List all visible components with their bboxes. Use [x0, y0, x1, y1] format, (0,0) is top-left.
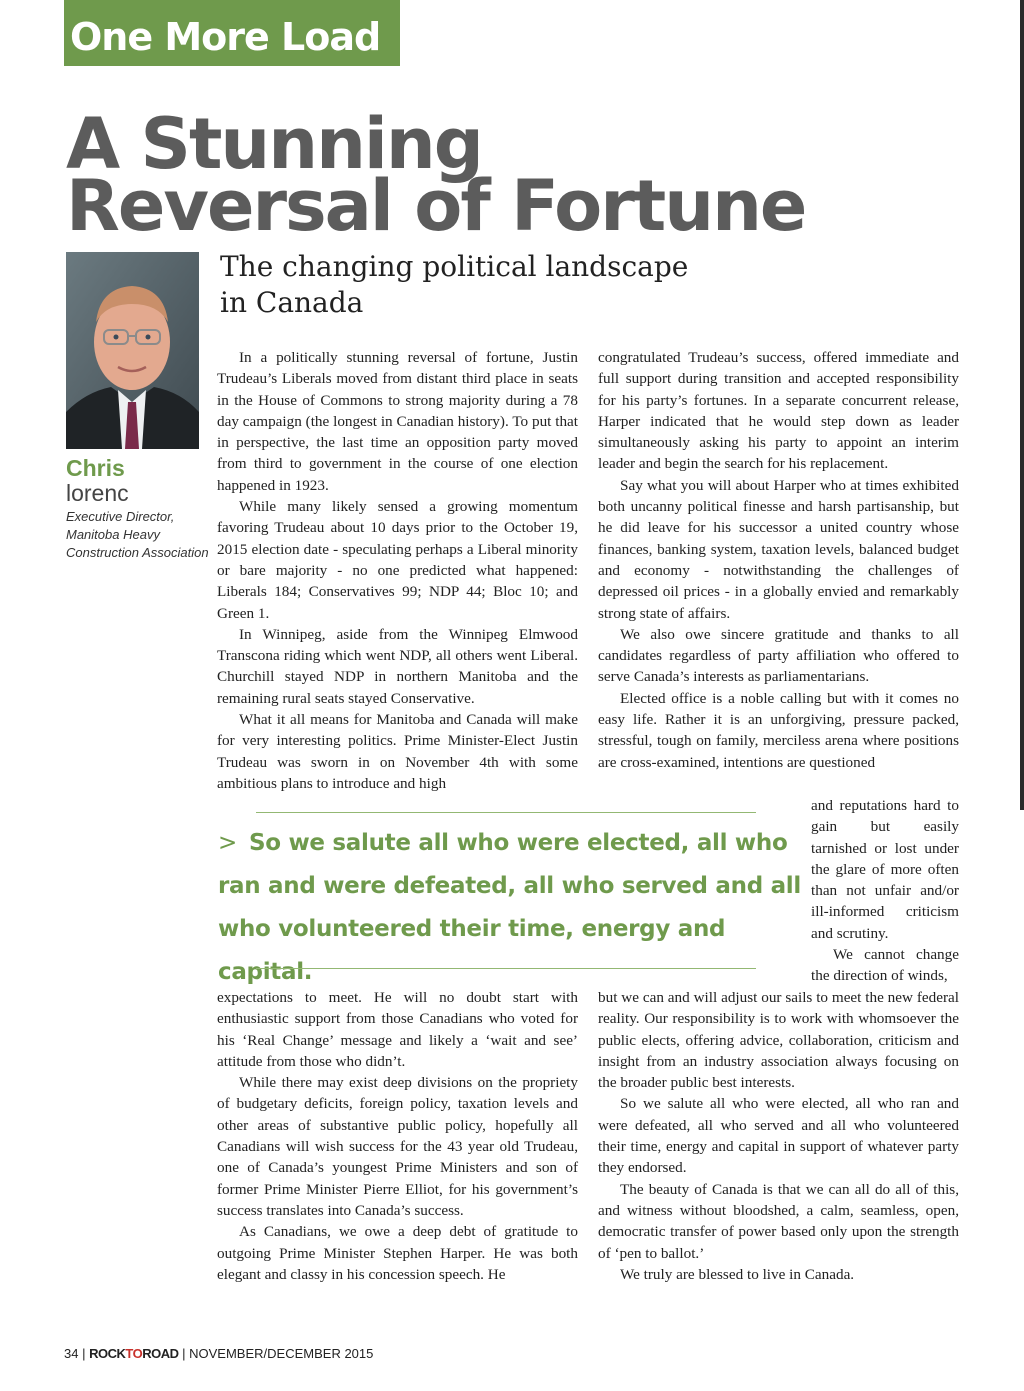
article-paragraph: What it all means for Manitoba and Canada will make for very interesting politics. Prime Minister-Elect Justin Trudeau was sworn in on November 4th with some ambitious plans to introduce and high — [217, 711, 578, 792]
article-paragraph: The beauty of Canada is that we can all do all of this, and witness without bloodshed, a calm, seamless, open, democratic transfer of power based only upon the strength of ‘pen to ballot.’ — [598, 1180, 959, 1262]
article-column-right-bottom — [598, 987, 959, 1285]
headline-line-1: A Stunning — [66, 103, 482, 185]
section-label: One More Load — [70, 15, 381, 59]
page-footer — [64, 1346, 373, 1361]
issue-date: NOVEMBER/DECEMBER 2015 — [189, 1346, 374, 1361]
author-last-name: lorenc — [66, 480, 129, 506]
article-paragraph: So we salute all who were elected, all who ran and were defeated, all who served and all who volunteered their time, energy and capital in support of whatever party they endorsed. — [598, 1095, 959, 1177]
article-paragraph: We also owe sincere gratitude and thanks to all candidates regardless of party affiliation who offered to serve Canada’s interests as parliamentarians. — [598, 625, 959, 686]
article-paragraph: In Winnipeg, aside from the Winnipeg Elmwood Transcona riding which went NDP, all others went Liberal. Churchill stayed NDP in northern Manitoba and the remaining rural seats stayed Conservative. — [217, 625, 578, 707]
footer-separator: | — [82, 1346, 86, 1361]
headline-line-2: Reversal of Fortune — [66, 165, 806, 247]
subheadline-line-2: in Canada — [220, 286, 364, 319]
magazine-logo-rock: ROCK — [89, 1346, 126, 1361]
pull-quote-rule-bottom — [256, 968, 756, 969]
footer-separator: | — [182, 1346, 186, 1361]
article-paragraph: We truly are blessed to live in Canada. — [620, 1265, 855, 1283]
subheadline-line-1: The changing political landscape — [220, 250, 689, 283]
pull-quote-text: So we salute all who were elected, all who ran and were defeated, all who served and all who volunteered their time, energy and capital. — [218, 830, 801, 985]
author-photo — [66, 252, 199, 449]
author-first-name: Chris — [66, 455, 125, 481]
author-portrait-illustration — [66, 252, 199, 449]
magazine-logo-to: TO — [125, 1346, 143, 1361]
magazine-logo-road: ROAD — [142, 1346, 179, 1361]
article-column-left-bottom — [217, 987, 578, 1285]
pull-quote-arrow-icon: > — [218, 830, 237, 856]
article-paragraph: While there may exist deep divisions on the propriety of budgetary deficits, foreign policy, taxation levels and other areas of substantive public policy, hopefully all Canadians will wish success for the 43 year old Trudeau, one of Canada’s youngest Prime Ministers and son of former Prime Minister Pierre Elliot, for his government’s success translates into Canada’s success. — [217, 1074, 578, 1219]
article-paragraph: Say what you will about Harper who at times exhibited both uncanny political finesse and harsh partisanship, but he did leave for his successor a united country whose finances, banking system, taxation levels, balanced budget and economy - notwithstanding the challenges of depressed oil prices - in a globally envied and remarkably strong state of affairs. — [598, 476, 959, 622]
article-column-right-narrow — [811, 795, 959, 987]
article-column-right-top — [598, 347, 959, 773]
article-paragraph: While many likely sensed a growing momentum favoring Trudeau about 10 days prior to the October 19, 2015 election date - speculating perhaps a Liberal minority or bare majority - no one predicted what happened: Liberals 184; Conservatives 99; NDP 44; Bloc 10; and Green 1. — [217, 498, 578, 622]
author-role: Executive Director, Manitoba Heavy Construction Association — [66, 509, 209, 560]
article-paragraph: Elected office is a noble calling but with it comes no easy life. Rather it is an unforgiving, pressure packed, stressful, tough on family, merciless arena where positions are cross-examined, intentions are questioned — [598, 689, 959, 771]
article-paragraph: We cannot change the direction of winds, — [811, 946, 959, 985]
article-paragraph: As Canadians, we owe a deep debt of gratitude to outgoing Prime Minister Stephen Harper. He was both elegant and classy in his concession speech. He — [217, 1223, 578, 1283]
article-paragraph: and reputations hard to gain but easily tarnished or lost under the glare of more often than not unfair and/or ill-informed criticism and scrutiny. — [811, 797, 959, 942]
page-number: 34 — [64, 1346, 79, 1361]
article-column-left-top — [217, 347, 578, 794]
article-paragraph: but we can and will adjust our sails to meet the new federal reality. Our responsibility is to work with whomsoever the public elects, offering advice, collaboration, criticism and insight from an industry association always focusing on the broader public best interests. — [598, 989, 959, 1092]
page-edge-shadow — [1020, 0, 1024, 810]
pull-quote-rule-top — [256, 812, 756, 813]
article-paragraph: congratulated Trudeau’s success, offered immediate and full support during transition and accepted responsibility for his party’s fortunes. In a separate concurrent release, Harper indicated that he would step down as leader simultaneously asking his party to appoint an interim leader and begin the search for his replacement. — [598, 349, 959, 473]
article-paragraph: expectations to meet. He will no doubt start with enthusiastic support from those Canadians who voted for his ‘Real Change’ message and likely a ‘wait and see’ attitude from those who didn’t. — [217, 989, 578, 1070]
article-paragraph: In a politically stunning reversal of fortune, Justin Trudeau’s Liberals moved from distant third place in seats in the House of Commons to strong majority during a 78 day campaign (the longest in Canadian history). To put that in perspective, the last time an opposition party moved from third to government in the course of one election happened in 1923. — [217, 349, 578, 494]
magazine-logo — [89, 1346, 178, 1361]
